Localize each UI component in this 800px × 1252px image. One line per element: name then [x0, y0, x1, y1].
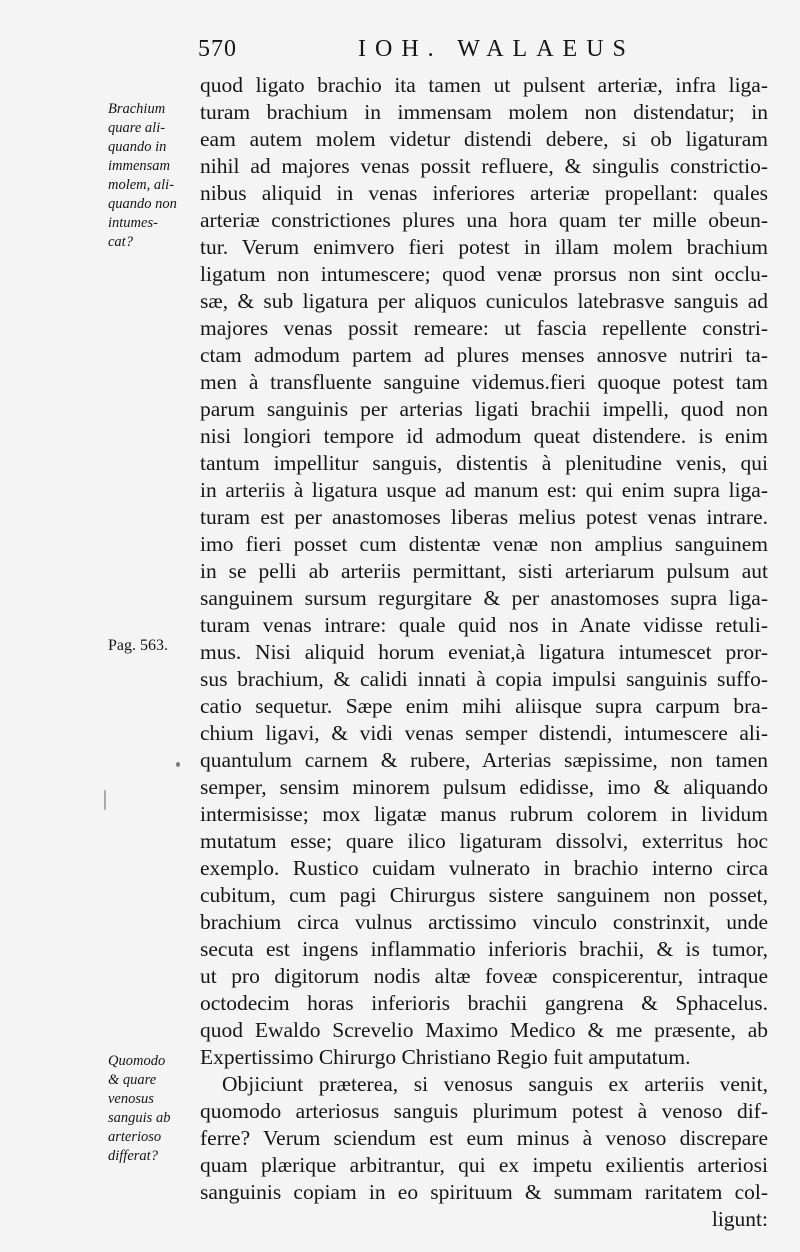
margin-note-line: quando in	[108, 139, 167, 155]
text-line: eam autem molem videtur distendi debere, si ob ligaturam	[200, 127, 768, 151]
text-line: Expertissimo Chirurgo Christiano Regio fuit amputatum.	[200, 1045, 691, 1069]
margin-note-line: & quare	[108, 1072, 157, 1088]
page-number: 570	[198, 36, 237, 62]
text-line: quomodo arteriosus sanguis plurimum potest à venoso dif-	[200, 1099, 768, 1123]
text-line: mus. Nisi aliquid horum eveniat,à ligatura intumescet pror-	[200, 640, 768, 664]
text-line: parum sanguinis per arterias ligati brachii impelli, quod non	[200, 397, 768, 421]
text-line: semper, sensim minorem pulsum edidisse, imo & aliquando	[200, 775, 768, 799]
text-line: nihil ad majores venas possit refluere, & singulis constrictio-	[200, 154, 768, 178]
margin-note-line: molem, ali-	[108, 177, 175, 193]
catchword: ligunt:	[711, 1207, 768, 1231]
text-line: turam est per anastomoses liberas melius potest venas intrare.	[200, 505, 768, 529]
text-line: ligatum non intumescere; quod venæ prorsus non sint occlu-	[200, 262, 768, 286]
text-line: tur. Verum enimvero fieri potest in illam molem brachium	[200, 235, 768, 259]
ink-speck	[176, 762, 180, 767]
text-line: intermisisse; mox ligatæ manus rubrum colorem in lividum	[200, 802, 768, 826]
text-line: catio sequetur. Sæpe enim mihi aliisque supra carpum bra-	[200, 694, 768, 718]
text-line: sæ, & sub ligatura per aliquos cuniculos latebrasve sanguis ad	[200, 289, 768, 313]
text-line: ut pro digitorum nodis altæ foveæ conspicerentur, intraque	[200, 964, 768, 988]
text-line: nisi longiori tempore id admodum queat distendere. is enim	[200, 424, 768, 448]
text-line: exemplo. Rustico cuidam vulnerato in brachio interno circa	[200, 856, 768, 880]
text-line: turam brachium in immensam molem non distendatur; in	[200, 100, 768, 124]
text-line: cubitum, cum pagi Chirurgus sistere sanguinem non posset,	[200, 883, 768, 907]
margin-note-line: quando non	[108, 196, 177, 212]
text-line: tantum impellitur sanguis, distentis à plenitudine venis, qui	[200, 451, 768, 475]
margin-note-line: cat?	[108, 234, 133, 250]
text-line: ferre? Verum sciendum est eum minus à venoso discrepare	[200, 1126, 768, 1150]
running-header	[198, 36, 718, 68]
text-line: sus brachium, & calidi innati à copia impulsi sanguinis suffo-	[200, 667, 768, 691]
text-line: in se pelli ab arteriis permittant, sisti arteriarum pulsum aut	[200, 559, 768, 583]
margin-page-reference: Pag. 563.	[108, 637, 168, 654]
text-line: quod ligato brachio ita tamen ut pulsent arteriæ, infra liga-	[200, 73, 768, 97]
margin-note-line: venosus	[108, 1091, 154, 1107]
text-line: turam venas intrare: quale quid nos in Anate vidisse retuli-	[200, 613, 768, 637]
running-head-title: IOH. WALAEUS	[358, 36, 635, 62]
margin-note-line: Brachium	[108, 101, 166, 117]
text-line: mutatum esse; quare ilico ligaturam dissolvi, exterritus hoc	[200, 829, 768, 853]
text-line: arteriæ constrictiones plures una hora quam ter mille obeun-	[200, 208, 768, 232]
text-line: majores venas possit remeare: ut fascia repellente constri-	[200, 316, 768, 340]
text-line: men à transfluente sanguine videmus.fieri quoque potest tam	[200, 370, 768, 394]
text-line: brachium circa vulnus arctissimo vinculo constrinxit, unde	[200, 910, 768, 934]
margin-note-line: immensam	[108, 158, 171, 174]
margin-note-quomodo	[108, 1052, 200, 1166]
text-line: quod Ewaldo Screvelio Maximo Medico & me præsente, ab	[200, 1018, 768, 1042]
text-line: secuta est ingens inflammatio inferioris brachii, & is tumor,	[200, 937, 768, 961]
text-line: in arteriis à ligatura usque ad manum est: qui enim supra liga-	[200, 478, 768, 502]
text-line: sanguinem sursum regurgitare & per anastomoses supra liga-	[200, 586, 768, 610]
margin-note-line: Quomodo	[108, 1053, 166, 1069]
text-line: Objiciunt præterea, si venosus sanguis ex arteriis venit,	[222, 1072, 768, 1096]
text-line: chium ligavi, & vidi venas semper distendi, intumescere ali-	[200, 721, 768, 745]
text-line: ctam admodum partem ad plures menses annosve nutriri ta-	[200, 343, 768, 367]
text-line: quam plærique arbitrantur, qui ex impetu exilientis arteriosi	[200, 1153, 768, 1177]
text-line: octodecim horas inferioris brachii gangrena & Sphacelus.	[200, 991, 768, 1015]
body-text	[200, 72, 768, 1233]
text-line: imo fieri posset cum distentæ venæ non amplius sanguinem	[200, 532, 768, 556]
margin-note-line: differat?	[108, 1148, 158, 1164]
text-line: sanguinis copiam in eo spirituum & summam raritatem col-	[200, 1180, 768, 1204]
margin-note-brachium	[108, 100, 200, 252]
margin-note-line: quare ali-	[108, 120, 166, 136]
ink-speck	[104, 790, 106, 810]
margin-note-line: sanguis ab	[108, 1110, 171, 1126]
margin-note-line: arterioso	[108, 1129, 162, 1145]
text-line: quantulum carnem & rubere, Arterias sæpissime, non tamen	[200, 748, 768, 772]
text-line: nibus aliquid in venas inferiores arteriæ propellant: quales	[200, 181, 768, 205]
margin-note-line: intumes-	[108, 215, 158, 231]
